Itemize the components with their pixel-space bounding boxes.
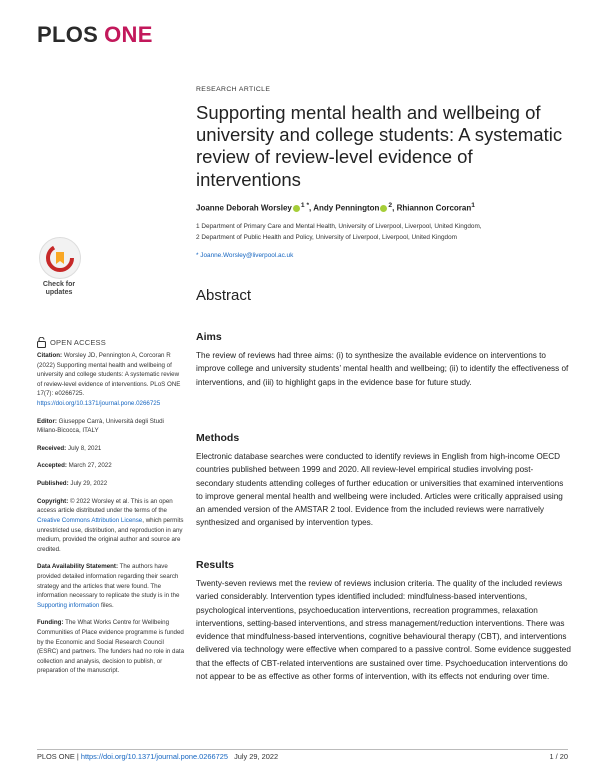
- journal-logo[interactable]: [37, 22, 153, 48]
- data-availability: Data Availability Statement: The authors have provided detailed information regarding their search strategy and the articles that were found. The information necessary to replicate the study is in the Supporting information files.: [37, 563, 180, 609]
- journal-logo-plos: PLOS: [37, 22, 99, 47]
- page-number: 1 / 20: [549, 752, 568, 761]
- accepted-date: Accepted: March 27, 2022: [37, 462, 112, 470]
- open-access-label: OPEN ACCESS: [50, 338, 106, 347]
- author-name[interactable]: Joanne Deborah Worsley: [196, 203, 292, 213]
- received-date: Received: July 8, 2021: [37, 444, 102, 452]
- aims-heading: Aims: [196, 331, 222, 343]
- affiliations: [196, 222, 482, 243]
- page-footer: [37, 749, 568, 761]
- methods-section: [196, 432, 571, 530]
- footer-date: July 29, 2022: [234, 752, 279, 761]
- affiliation-item: 2 Department of Public Health and Policy, University of Liverpool, Liverpool, United Kingdom: [196, 233, 457, 241]
- methods-heading: Methods: [196, 432, 240, 444]
- results-section: [196, 559, 571, 683]
- funding: Funding: The What Works Centre for Wellbeing Communities of Place evidence programme is funded by the Economic and Social Research Council (ESRC) and partners. The funders had no role in data collection and analysis, decision to publish, or preparation of the manuscript.: [37, 619, 185, 675]
- open-lock-icon: [37, 337, 46, 348]
- footer-doi-link[interactable]: https://doi.org/10.1371/journal.pone.0266725: [80, 752, 228, 761]
- article-title: Supporting mental health and wellbeing of university and college students: A systematic review of review-level evidence of interventions: [196, 102, 563, 190]
- published-date: Published: July 29, 2022: [37, 480, 108, 488]
- open-access-badge: [37, 337, 106, 348]
- article-type: RESEARCH ARTICLE: [196, 86, 271, 93]
- results-heading: Results: [196, 559, 234, 571]
- citation: Citation: Worsley JD, Pennington A, Corcoran R (2022) Supporting mental health and wellbeing of university and college students: A systematic review of review-level evidence of interventions. PLoS ONE 17(7): e0266725. https://doi.org/10.1371/journal.pone.0266725: [37, 352, 181, 408]
- affiliation-item: 1 Department of Primary Care and Mental Health, University of Liverpool, Liverpool, United Kingdom,: [196, 223, 482, 230]
- supporting-information-link[interactable]: Supporting information: [37, 601, 100, 609]
- aims-section: [196, 331, 571, 389]
- author-name[interactable]: , Rhiannon Corcoran: [392, 203, 472, 213]
- article-metadata: [37, 351, 185, 676]
- editor: Editor: Giuseppe Carrà, Università degli Studi Milano-Bicocca, ITALY: [37, 417, 164, 435]
- methods-text: Electronic database searches were conducted to identify reviews in English from high-income OECD countries published between 1999 and 2020. All review-level empirical studies involving post-secondary students attending colleges of further education or universities that examined interventions to improve general mental health and wellbeing were included. Articles were critically appraised using an amended version of the AMSTAR 2 tool. Evidence from the included reviews were narratively synthesized and organised by intervention types.: [196, 452, 564, 528]
- check-for-updates-badge[interactable]: [37, 237, 81, 297]
- license-link[interactable]: Creative Commons Attribution License: [37, 516, 143, 524]
- journal-logo-one: ONE: [104, 22, 153, 47]
- citation-doi-link[interactable]: https://doi.org/10.1371/journal.pone.0266725: [37, 400, 161, 408]
- check-for-updates-icon: [39, 237, 81, 279]
- check-for-updates-label: Check for updates: [42, 281, 76, 297]
- orcid-icon[interactable]: [293, 205, 300, 212]
- results-text: Twenty-seven reviews met the review of reviews inclusion criteria. The quality of the included reviews varied considerably. Intervention types identified included: mindfulness-based interventions, psychological interventions, psychoeducation interventions, recreation programmes, relaxation interventions, setting-based interventions, and stress management/reduction interventions. There was evidence that mindfulness-based interventions, cognitive behavioural therapy (CBT), and interventions delivered via technology were effective when compared to a passive control. Some evidence suggested that the effects of CBT-related interventions are sustained over time. Psychoeducation interventions do not appear to be as effective as other forms of intervention, with its effects not enduring over time.: [196, 579, 571, 681]
- author-name[interactable]: , Andy Pennington: [309, 203, 380, 213]
- aims-text: The review of reviews had three aims: (i) to synthesize the available evidence on interventions to improve college and university students’ mental health and wellbeing; (ii) to identify the effectiveness of interventions, and (iii) to highlight gaps in the evidence base for future study.: [196, 351, 569, 387]
- orcid-icon[interactable]: [380, 205, 387, 212]
- author-list: Joanne Deborah Worsley $^{1 *}$, Andy Pennington $^2$, Rhiannon Corcoran$^1$: [196, 202, 475, 213]
- footer-citation: PLOS ONE | https://doi.org/10.1371/journal.pone.0266725 July 29, 2022: [37, 752, 279, 761]
- abstract-heading: Abstract: [196, 287, 252, 304]
- corresponding-email[interactable]: * Joanne.Worsley@liverpool.ac.uk: [196, 252, 294, 259]
- copyright: Copyright: © 2022 Worsley et al. This is an open access article distributed under the terms of the Creative Commons Attribution License, which permits unrestricted use, distribution, and reproduction in any medium, provided the original author and source are credited.: [37, 497, 184, 553]
